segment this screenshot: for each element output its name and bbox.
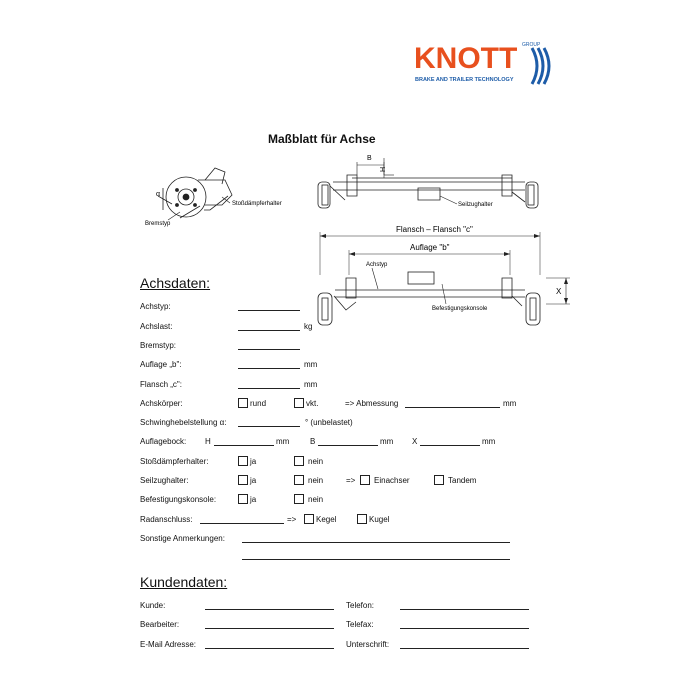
diagram-alpha: α [156,191,161,198]
radanschluss-field[interactable] [200,523,284,524]
auflagebock-x-field[interactable] [420,445,480,446]
diagram-h: H [380,166,387,172]
seilzughalter-nein-checkbox[interactable] [294,475,304,485]
abmessung-label: => Abmessung [345,399,399,408]
diagram-auflage: Auflage "b" [410,243,450,252]
seilzughalter-nein-label: nein [308,476,324,485]
axle-diagram [0,0,700,340]
email-field[interactable] [205,648,334,649]
diagram-achstyp: Achstyp [366,262,388,268]
unterschrift-field[interactable] [400,648,529,649]
stossdaempferhalter-nein-label: nein [308,457,324,466]
telefon-label: Telefon: [346,601,375,610]
diagram-x: X [556,287,562,296]
befestigungskonsole-ja-checkbox[interactable] [238,494,248,504]
bearbeiter-label: Bearbeiter: [140,620,180,629]
seilzughalter-ja-checkbox[interactable] [238,475,248,485]
axle-top-view [318,175,538,208]
diagram-seilzughalter: Seilzughalter [458,202,493,208]
schwinghebel-field[interactable] [238,426,300,427]
achslast-unit: kg [304,322,313,331]
bremstyp-label: Bremstyp: [140,341,177,350]
bremstyp-field[interactable] [238,349,300,350]
seilzughalter-arrow: => [346,476,356,485]
kegel-checkbox[interactable] [304,514,314,524]
rund-checkbox[interactable] [238,398,248,408]
logo-brand: KNOTT [414,42,518,75]
schwinghebel-label: Schwinghebelstellung α: [140,418,227,427]
flansch-label: Flansch „c": [140,380,182,389]
flansch-unit: mm [304,380,318,389]
achstyp-field[interactable] [238,310,300,311]
schwinghebel-unit: ° (unbelastet) [305,418,353,427]
achskoerper-label: Achskörper: [140,399,183,408]
befestigungskonsole-nein-label: nein [308,495,324,504]
telefax-label: Telefax: [346,620,374,629]
logo-tagline: BRAKE AND TRAILER TECHNOLOGY [415,77,514,83]
befestigungskonsole-label: Befestigungskonsole: [140,495,217,504]
bearbeiter-field[interactable] [205,628,334,629]
diagram-stossdaempferhalter: Stoßdämpferhalter [232,201,282,207]
stossdaempferhalter-label: Stoßdämpferhalter: [140,457,209,466]
anmerkungen-field-1[interactable] [242,542,510,543]
tandem-label: Tandem [448,476,477,485]
diagram-befestigungskonsole: Befestigungskonsole [432,306,488,312]
abmessung-field[interactable] [405,407,500,408]
vkt-checkbox[interactable] [294,398,304,408]
stossdaempferhalter-nein-checkbox[interactable] [294,456,304,466]
flansch-field[interactable] [238,388,300,389]
vkt-label: vkt. [306,399,319,408]
page-title: Maßblatt für Achse [268,132,376,146]
kegel-label: Kegel [316,515,337,524]
auflage-label: Auflage „b": [140,360,182,369]
kunde-label: Kunde: [140,601,166,610]
telefon-field[interactable] [400,609,529,610]
logo-group: GROUP [522,42,541,48]
achsdaten-heading: Achsdaten: [140,275,211,291]
radanschluss-label: Radanschluss: [140,515,193,524]
kunde-field[interactable] [205,609,334,610]
diagram-flansch: Flansch – Flansch "c" [396,225,473,234]
telefax-field[interactable] [400,628,529,629]
auflage-field[interactable] [238,368,300,369]
unterschrift-label: Unterschrift: [346,640,390,649]
diagram-bremstyp: Bremstyp [145,221,171,227]
achslast-label: Achslast: [140,322,173,331]
befestigungskonsole-ja-label: ja [250,495,257,504]
auflagebock-h-field[interactable] [214,445,274,446]
auflagebock-x-unit: mm [482,437,496,446]
seilzughalter-label: Seilzughalter: [140,476,189,485]
anmerkungen-field-2[interactable] [242,559,510,560]
abmessung-unit: mm [503,399,517,408]
auflagebock-h-label: H [205,437,211,446]
auflagebock-b-field[interactable] [318,445,378,446]
befestigungskonsole-nein-checkbox[interactable] [294,494,304,504]
auflagebock-b-label: B [310,437,316,446]
achslast-field[interactable] [238,330,300,331]
email-label: E-Mail Adresse: [140,640,197,649]
auflagebock-h-unit: mm [276,437,290,446]
anmerkungen-label: Sonstige Anmerkungen: [140,534,225,543]
tandem-checkbox[interactable] [434,475,444,485]
kugel-checkbox[interactable] [357,514,367,524]
auflagebock-label: Auflagebock: [140,437,187,446]
kugel-label: Kugel [369,515,390,524]
radanschluss-arrow: => [287,515,297,524]
auflagebock-x-label: X [412,437,418,446]
kundendaten-heading: Kundendaten: [140,574,228,590]
auflagebock-b-unit: mm [380,437,394,446]
diagram-b: B [367,155,372,162]
achstyp-label: Achstyp: [140,302,171,311]
auflage-unit: mm [304,360,318,369]
stossdaempferhalter-ja-label: ja [250,457,257,466]
rund-label: rund [250,399,267,408]
stossdaempferhalter-ja-checkbox[interactable] [238,456,248,466]
axle-front-view [318,272,540,325]
einachser-label: Einachser [374,476,410,485]
einachser-checkbox[interactable] [360,475,370,485]
brake-drum-side-view [158,168,232,218]
seilzughalter-ja-label: ja [250,476,257,485]
